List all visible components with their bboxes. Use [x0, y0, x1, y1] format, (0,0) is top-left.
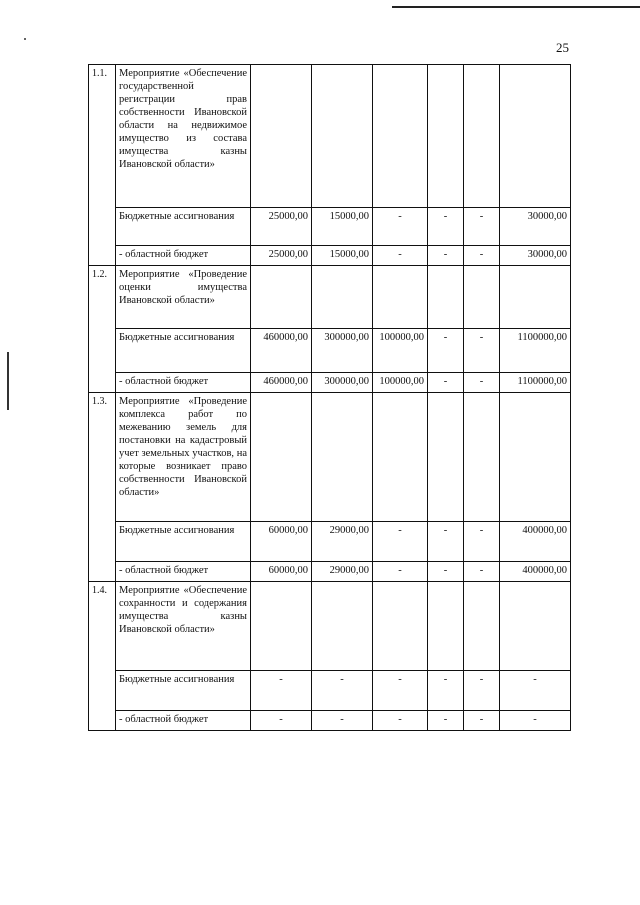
- row-label-regional-budget: - областной бюджет: [116, 562, 251, 582]
- scan-artifact-mark: [7, 352, 9, 410]
- value-cell: 30000,00: [500, 208, 571, 246]
- item-title-row: [89, 266, 571, 329]
- row-label-regional-budget: - областной бюджет: [116, 246, 251, 266]
- row-label-allocations: Бюджетные ассигнования: [116, 208, 251, 246]
- empty-cell: [312, 393, 373, 522]
- value-cell: -: [464, 329, 500, 373]
- row-label-regional-budget: - областной бюджет: [116, 373, 251, 393]
- value-cell: -: [373, 522, 428, 562]
- budget-row: [89, 671, 571, 711]
- value-cell: 1100000,00: [500, 329, 571, 373]
- empty-cell: [464, 393, 500, 522]
- value-cell: 400000,00: [500, 562, 571, 582]
- value-cell: -: [464, 711, 500, 731]
- value-cell: 30000,00: [500, 246, 571, 266]
- item-title: Мероприятие «Проведение оценки имущества Ивановской области»: [116, 266, 251, 329]
- value-cell: -: [251, 671, 312, 711]
- empty-cell: [464, 65, 500, 208]
- item-number: 1.3.: [89, 393, 116, 582]
- value-cell: -: [373, 246, 428, 266]
- empty-cell: [251, 266, 312, 329]
- empty-cell: [428, 266, 464, 329]
- empty-cell: [312, 65, 373, 208]
- value-cell: 15000,00: [312, 208, 373, 246]
- value-cell: -: [428, 711, 464, 731]
- item-title: Мероприятие «Обеспечение сохранности и содержания имущества казны Ивановской области»: [116, 582, 251, 671]
- budget-row: [89, 562, 571, 582]
- page-number: 25: [556, 40, 569, 55]
- item-number: 1.4.: [89, 582, 116, 731]
- value-cell: 300000,00: [312, 329, 373, 373]
- value-cell: -: [428, 329, 464, 373]
- empty-cell: [251, 393, 312, 522]
- empty-cell: [312, 582, 373, 671]
- value-cell: -: [464, 671, 500, 711]
- value-cell: 460000,00: [251, 329, 312, 373]
- item-number: 1.1.: [89, 65, 116, 266]
- value-cell: -: [373, 711, 428, 731]
- scan-artifact-dot: [24, 38, 26, 40]
- value-cell: -: [464, 208, 500, 246]
- value-cell: -: [464, 373, 500, 393]
- value-cell: -: [500, 711, 571, 731]
- value-cell: -: [312, 711, 373, 731]
- budget-row: [89, 711, 571, 731]
- row-label-allocations: Бюджетные ассигнования: [116, 329, 251, 373]
- value-cell: 60000,00: [251, 562, 312, 582]
- budget-row: [89, 246, 571, 266]
- empty-cell: [312, 266, 373, 329]
- empty-cell: [464, 266, 500, 329]
- empty-cell: [464, 582, 500, 671]
- budget-table: [88, 64, 571, 731]
- value-cell: -: [312, 671, 373, 711]
- empty-cell: [428, 393, 464, 522]
- value-cell: -: [428, 671, 464, 711]
- value-cell: -: [428, 373, 464, 393]
- empty-cell: [373, 582, 428, 671]
- value-cell: 25000,00: [251, 246, 312, 266]
- value-cell: 60000,00: [251, 522, 312, 562]
- budget-row: [89, 329, 571, 373]
- empty-cell: [500, 582, 571, 671]
- empty-cell: [373, 393, 428, 522]
- value-cell: -: [428, 522, 464, 562]
- empty-cell: [373, 266, 428, 329]
- value-cell: -: [464, 522, 500, 562]
- budget-row: [89, 208, 571, 246]
- value-cell: -: [373, 562, 428, 582]
- value-cell: -: [464, 246, 500, 266]
- empty-cell: [500, 266, 571, 329]
- value-cell: 100000,00: [373, 373, 428, 393]
- budget-row: [89, 522, 571, 562]
- row-label-regional-budget: - областной бюджет: [116, 711, 251, 731]
- value-cell: -: [428, 562, 464, 582]
- value-cell: -: [428, 208, 464, 246]
- budget-row: [89, 373, 571, 393]
- item-number: 1.2.: [89, 266, 116, 393]
- empty-cell: [373, 65, 428, 208]
- scan-artifact-line: [392, 6, 640, 8]
- empty-cell: [428, 65, 464, 208]
- value-cell: -: [500, 671, 571, 711]
- value-cell: 25000,00: [251, 208, 312, 246]
- row-label-allocations: Бюджетные ассигнования: [116, 671, 251, 711]
- value-cell: -: [373, 671, 428, 711]
- value-cell: 100000,00: [373, 329, 428, 373]
- value-cell: -: [428, 246, 464, 266]
- row-label-allocations: Бюджетные ассигнования: [116, 522, 251, 562]
- item-title: Мероприятие «Обеспечение государственной регистрации прав собственности Ивановской области на недвижимое имущество из состава имущества казны Ивановской области»: [116, 65, 251, 208]
- empty-cell: [251, 65, 312, 208]
- item-title-row: [89, 393, 571, 522]
- item-title-row: [89, 65, 571, 208]
- value-cell: 300000,00: [312, 373, 373, 393]
- value-cell: 29000,00: [312, 522, 373, 562]
- empty-cell: [500, 393, 571, 522]
- item-title: Мероприятие «Проведение комплекса работ по межеванию земель для постановки на кадастровый учет земельных участков, на которые возникает право собственности Ивановской области»: [116, 393, 251, 522]
- value-cell: 1100000,00: [500, 373, 571, 393]
- value-cell: 29000,00: [312, 562, 373, 582]
- empty-cell: [500, 65, 571, 208]
- empty-cell: [428, 582, 464, 671]
- value-cell: -: [251, 711, 312, 731]
- value-cell: 15000,00: [312, 246, 373, 266]
- value-cell: -: [373, 208, 428, 246]
- item-title-row: [89, 582, 571, 671]
- value-cell: -: [464, 562, 500, 582]
- empty-cell: [251, 582, 312, 671]
- value-cell: 460000,00: [251, 373, 312, 393]
- value-cell: 400000,00: [500, 522, 571, 562]
